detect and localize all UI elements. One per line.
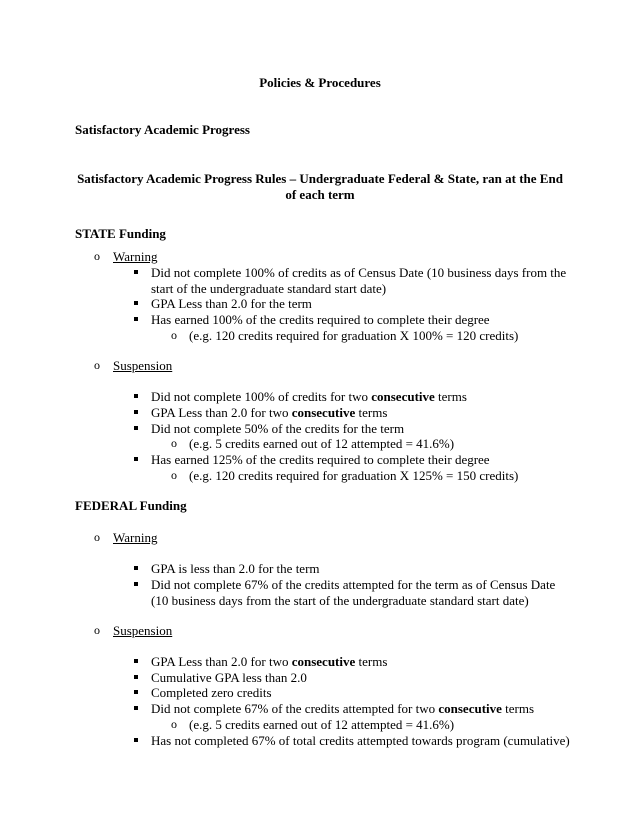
text: GPA Less than 2.0 for two bbox=[151, 654, 292, 669]
square-bullet-icon bbox=[134, 301, 138, 305]
circle-bullet-icon: o bbox=[171, 436, 177, 450]
circle-bullet-icon: o bbox=[171, 717, 177, 731]
list-item: Has earned 100% of the credits required to complete their degree bbox=[151, 312, 490, 327]
list-item bbox=[151, 389, 467, 405]
list-subitem: (e.g. 5 credits earned out of 12 attempted = 41.6%) bbox=[189, 717, 455, 732]
list-subitem: (e.g. 120 credits required for graduation X 125% = 150 credits) bbox=[189, 468, 519, 483]
circle-bullet-icon: o bbox=[94, 358, 100, 372]
list-item bbox=[151, 654, 387, 670]
list-item: Did not complete 67% of the credits attempted for the term as of Census Date (10 business days from the start of the undergraduate standard start date) bbox=[151, 577, 556, 608]
square-bullet-icon bbox=[134, 317, 138, 321]
bold-text: consecutive bbox=[291, 405, 356, 420]
rules-heading: Satisfactory Academic Progress Rules – Undergraduate Federal & State, ran at the End of each term bbox=[77, 171, 563, 202]
list-item: GPA is less than 2.0 for the term bbox=[151, 561, 320, 576]
square-bullet-icon bbox=[134, 426, 138, 430]
square-bullet-icon bbox=[134, 706, 138, 710]
state-warning-label: Warning bbox=[113, 249, 158, 264]
circle-bullet-icon: o bbox=[171, 328, 177, 342]
text: terms bbox=[355, 405, 388, 420]
square-bullet-icon bbox=[134, 270, 138, 274]
list-item: Has earned 125% of the credits required to complete their degree bbox=[151, 452, 490, 467]
list-subitem: (e.g. 120 credits required for graduation X 100% = 120 credits) bbox=[189, 328, 519, 343]
state-suspension-label: Suspension bbox=[113, 358, 173, 373]
list-item bbox=[151, 701, 534, 717]
square-bullet-icon bbox=[134, 457, 138, 461]
list-item: Did not complete 50% of the credits for the term bbox=[151, 421, 405, 436]
circle-bullet-icon: o bbox=[171, 468, 177, 482]
bold-text: consecutive bbox=[291, 654, 356, 669]
bold-text: consecutive bbox=[371, 389, 435, 404]
section-heading: Satisfactory Academic Progress bbox=[75, 122, 250, 137]
circle-bullet-icon: o bbox=[94, 249, 100, 263]
list-item: Cumulative GPA less than 2.0 bbox=[151, 670, 307, 685]
federal-suspension-label: Suspension bbox=[113, 623, 173, 638]
list-item: Has not completed 67% of total credits attempted towards program (cumulative) bbox=[151, 733, 570, 748]
text: GPA Less than 2.0 for two bbox=[151, 405, 292, 420]
page-title: Policies & Procedures bbox=[259, 75, 381, 90]
square-bullet-icon bbox=[134, 675, 138, 679]
square-bullet-icon bbox=[134, 394, 138, 398]
list-item: Did not complete 100% of credits as of Census Date (10 business days from the start of the undergraduate standard start date) bbox=[151, 265, 567, 296]
square-bullet-icon bbox=[134, 582, 138, 586]
circle-bullet-icon: o bbox=[94, 623, 100, 637]
text: terms bbox=[355, 654, 388, 669]
state-funding-heading: STATE Funding bbox=[75, 226, 166, 241]
text: terms bbox=[501, 701, 535, 716]
list-item bbox=[151, 405, 387, 421]
square-bullet-icon bbox=[134, 690, 138, 694]
list-item: Completed zero credits bbox=[151, 685, 272, 700]
text: Did not complete 100% of credits for two bbox=[151, 389, 372, 404]
federal-warning-label: Warning bbox=[113, 530, 158, 545]
square-bullet-icon bbox=[134, 410, 138, 414]
square-bullet-icon bbox=[134, 659, 138, 663]
text: terms bbox=[434, 389, 467, 404]
square-bullet-icon bbox=[134, 738, 138, 742]
list-item: GPA Less than 2.0 for the term bbox=[151, 296, 312, 311]
circle-bullet-icon: o bbox=[94, 530, 100, 544]
square-bullet-icon bbox=[134, 566, 138, 570]
bold-text: consecutive bbox=[438, 701, 502, 716]
text: Did not complete 67% of the credits attempted for two bbox=[151, 701, 439, 716]
federal-funding-heading: FEDERAL Funding bbox=[75, 498, 187, 513]
list-subitem: (e.g. 5 credits earned out of 12 attempted = 41.6%) bbox=[189, 436, 455, 451]
